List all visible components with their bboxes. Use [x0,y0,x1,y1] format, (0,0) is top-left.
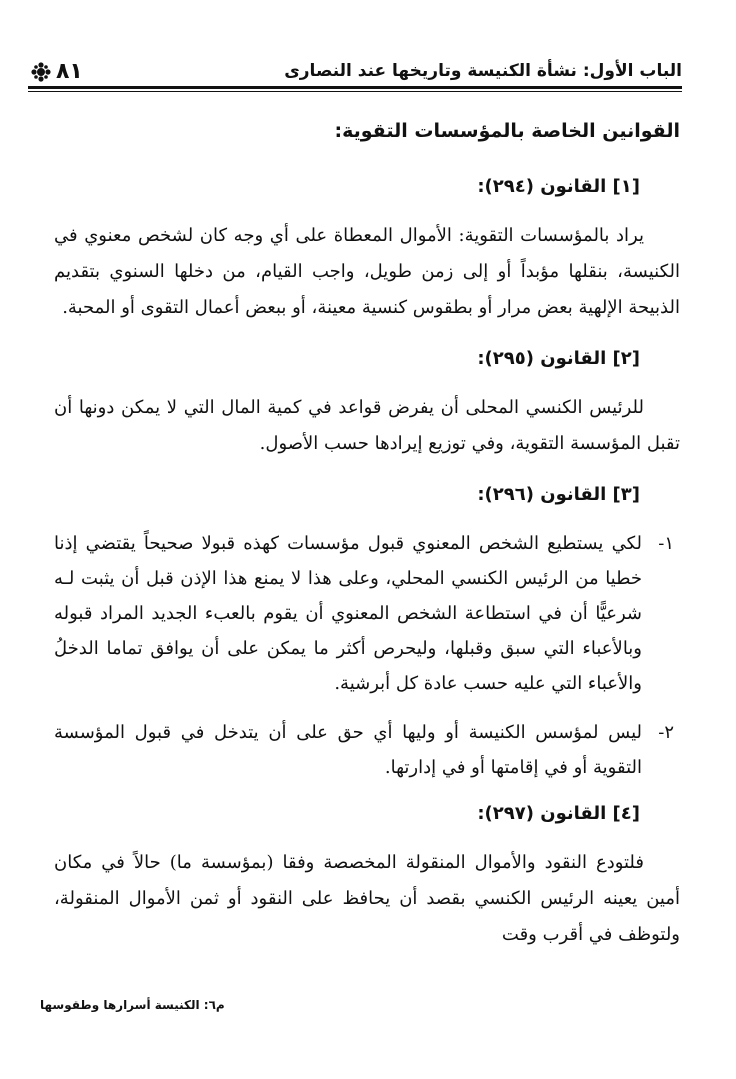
list-text: ليس لمؤسس الكنيسة أو وليها أي حق على أن يتدخل في قبول المؤسسة التقوية أو في إقامتها أو في إدارتها. [54,722,642,778]
law-paragraph: للرئيس الكنسي المحلى أن يفرض قواعد في كمية المال التي لا يمكن دونها أن تقبل المؤسسة التقوية، وفي توزيع إيرادها حسب الأصول. [54,397,680,454]
law-297 [54,799,680,953]
page-content [54,114,680,971]
page-number-box [30,60,83,86]
floral-ornament-icon [30,61,52,83]
law-295 [54,344,680,462]
list-number: ٢- [658,722,674,743]
law-paragraph: يراد بالمؤسسات التقوية: الأموال المعطاة على أي وجه كان لشخص معنوي في الكنيسة، بنقلها مؤبداً أو إلى زمن طويل، واجب القيام، من دخلها السنوي بتقديم الذبيحة الإلهية بعض مرار أو بطقوس كنسية معينة، أو ببعض أعمال التقوى أو المحبة. [54,225,680,318]
law-heading: [٣] القانون (٢٩٦): [477,484,640,505]
law-paragraph: فلتودع النقود والأموال المنقولة المخصصة وفقا (بمؤسسة ما) حالاً في مكان أمين يعينه الرئيس الكنسي بقصد أن يحافظ على النقود أو ثمن الأموال المنقولة، ولتوظف في أقرب وقت [54,852,680,945]
section-title: القوانين الخاصة بالمؤسسات التقوية: [334,120,680,142]
header-rule [28,86,682,89]
law-heading: [٤] القانون (٢٩٧): [477,803,640,824]
law-294 [54,172,680,326]
law-296 [54,480,680,785]
page-number: ٨١ [56,59,83,84]
running-header [30,52,682,86]
header-rule-thin [28,91,682,92]
list-number: ١- [658,533,674,554]
list-item [54,715,680,785]
law-heading: [١] القانون (٢٩٤): [477,176,640,197]
chapter-title: الباب الأول: نشأة الكنيسة وتاريخها عند النصارى [284,61,682,81]
list-item [54,526,680,701]
list-text: لكي يستطيع الشخص المعنوي قبول مؤسسات كهذه قبولا صحيحاً يقتضي إذنا خطيا من الرئيس الكنسي المحلي، وعلى هذا لا يمنع هذا الإذن قبل أن يثبت لـه شرعيًّا أن في استطاعة الشخص المعنوي أن يقوم بالعبء الجديد المراد قبوله وبالأعباء التي سبق وقبلها، وليحرص أكثر ما يمكن على أن يوافق تماما الدخلُ والأعباء التي عليه حسب عادة كل أبرشية. [54,533,642,694]
footer-note: م٦: الكنيسة أسرارها وطقوسها [40,998,225,1012]
law-heading: [٢] القانون (٢٩٥): [477,348,640,369]
